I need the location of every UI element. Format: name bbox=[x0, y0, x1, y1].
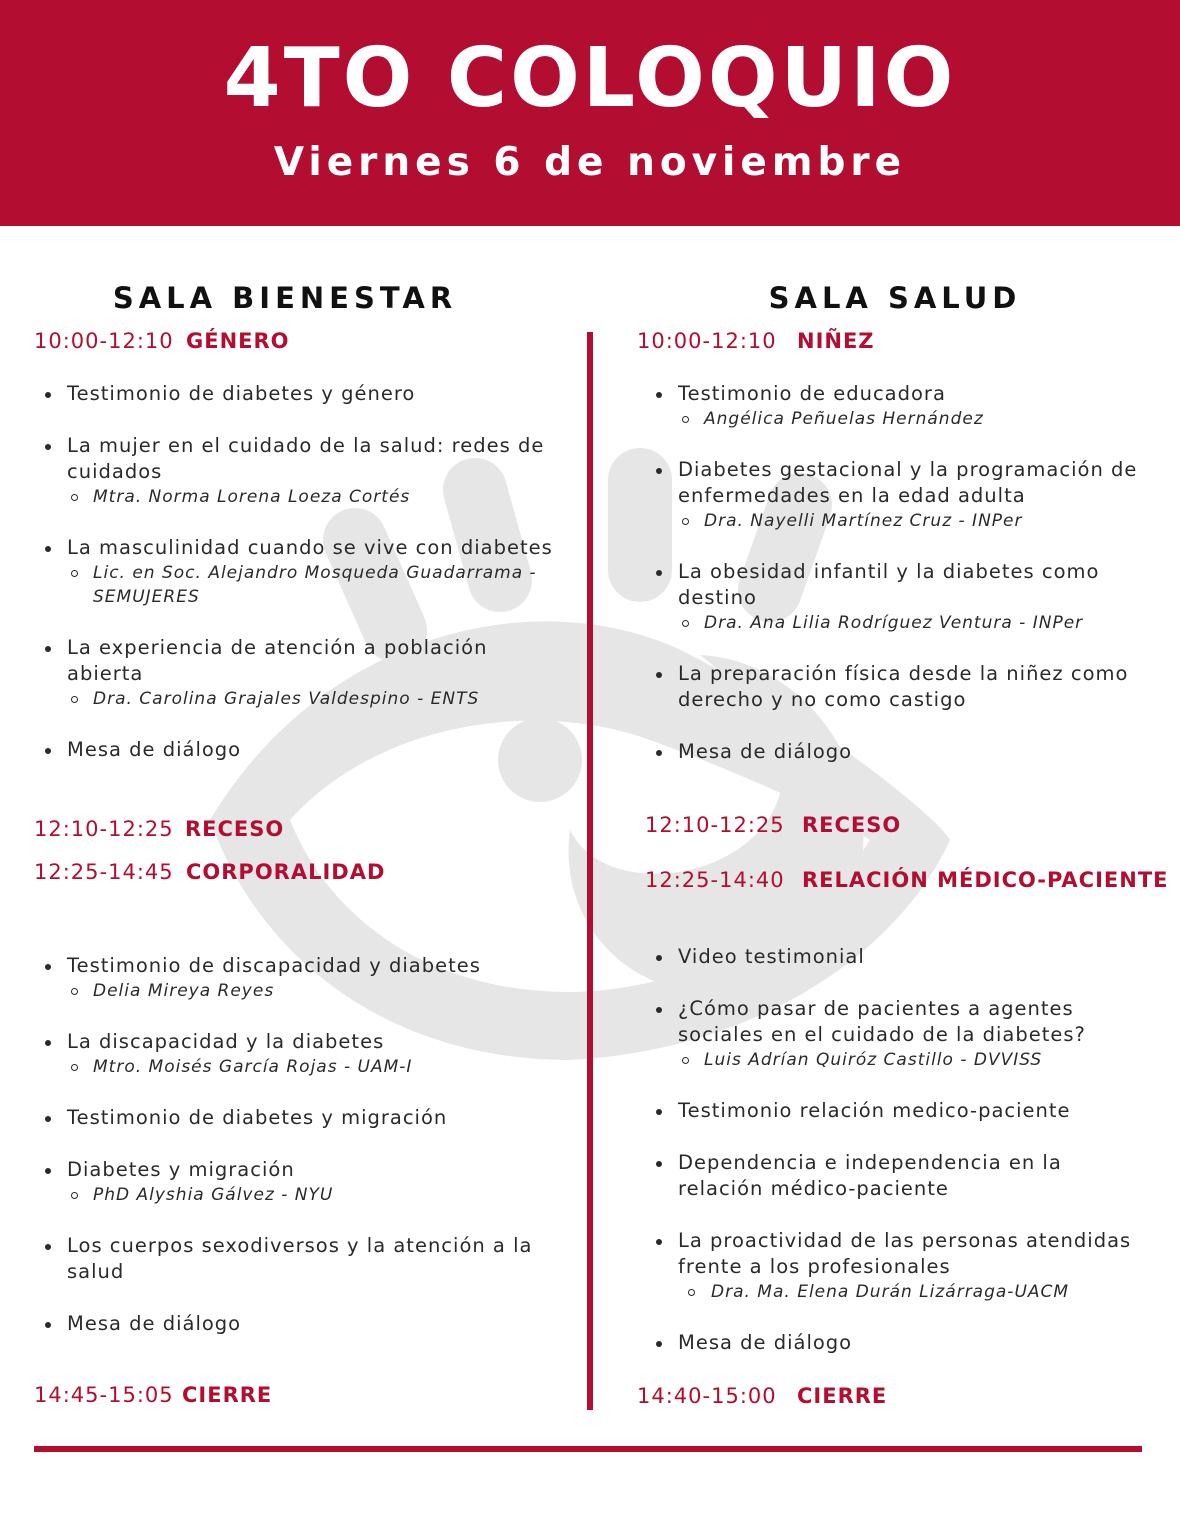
bottom-rule bbox=[34, 1446, 1142, 1452]
slot-label: CIERRE bbox=[797, 1384, 888, 1408]
list-item: La preparación física desde la niñez como derecho y no como castigo bbox=[645, 661, 1145, 713]
right-slot-receso bbox=[645, 811, 902, 839]
slot-label: RECESO bbox=[802, 813, 902, 837]
speaker: Dra. Nayelli Martínez Cruz - INPer bbox=[678, 509, 1145, 533]
speaker: Luis Adrían Quiróz Castillo - DVVISS bbox=[678, 1048, 1145, 1072]
header-banner bbox=[0, 0, 1180, 226]
speaker: Mtra. Norma Lorena Loeza Cortés bbox=[67, 485, 554, 509]
slot-label: CIERRE bbox=[182, 1383, 273, 1407]
list-item: Testimonio de educadora Angélica Peñuelas Hernández bbox=[645, 381, 1145, 431]
list-item: La obesidad infantil y la diabetes como destino Dra. Ana Lilia Rodríguez Ventura - INPer bbox=[645, 559, 1145, 635]
left-slot-corporalidad bbox=[34, 858, 386, 886]
slot-time: 12:25-14:40 bbox=[645, 868, 785, 892]
slot-label: RECESO bbox=[185, 817, 285, 841]
speaker: Lic. en Soc. Alejandro Mosqueda Guadarrama - SEMUJERES bbox=[67, 561, 554, 609]
list-item: Video testimonial bbox=[645, 944, 1145, 970]
slot-label: RELACIÓN MÉDICO-PACIENTE bbox=[802, 868, 1169, 892]
list-item: La experiencia de atención a población abierta Dra. Carolina Grajales Valdespino - ENTS bbox=[34, 635, 554, 711]
list-item: La proactividad de las personas atendidas frente a los profesionales Dra. Ma. Elena Durán Lizárraga-UACM bbox=[645, 1228, 1145, 1304]
slot-time: 10:00-12:10 bbox=[34, 329, 174, 353]
list-item: La discapacidad y la diabetes Mtro. Moisés García Rojas - UAM-I bbox=[34, 1029, 554, 1079]
speaker: Delia Mireya Reyes bbox=[67, 979, 554, 1003]
speaker: Dra. Ma. Elena Durán Lizárraga-UACM bbox=[678, 1280, 1145, 1304]
list-item: Mesa de diálogo bbox=[645, 739, 1145, 765]
slot-label: GÉNERO bbox=[186, 329, 290, 353]
left-slot-cierre bbox=[34, 1381, 273, 1409]
event-title: 4TO COLOQUIO bbox=[223, 31, 957, 126]
list-item: ¿Cómo pasar de pacientes a agentes sociales en el cuidado de la diabetes? Luis Adrían Quiróz Castillo - DVVISS bbox=[645, 996, 1145, 1072]
slot-label: CORPORALIDAD bbox=[186, 860, 386, 884]
list-item: Mesa de diálogo bbox=[645, 1330, 1145, 1356]
list-item: La mujer en el cuidado de la salud: redes de cuidados Mtra. Norma Lorena Loeza Cortés bbox=[34, 433, 554, 509]
sala-salud-title: SALA SALUD bbox=[768, 281, 1022, 315]
sala-bienestar-title: SALA BIENESTAR bbox=[112, 281, 458, 315]
column-divider bbox=[587, 332, 593, 1410]
list-item: Diabetes gestacional y la programación de enfermedades en la edad adulta Dra. Nayelli Martínez Cruz - INPer bbox=[645, 457, 1145, 533]
right-slot-ninez bbox=[637, 327, 875, 355]
speaker: PhD Alyshia Gálvez - NYU bbox=[67, 1183, 554, 1207]
slot-time: 12:10-12:25 bbox=[34, 817, 174, 841]
speaker: Dra. Ana Lilia Rodríguez Ventura - INPer bbox=[678, 611, 1145, 635]
slot-time: 12:25-14:45 bbox=[34, 860, 174, 884]
right-list-relacion bbox=[645, 944, 1145, 1382]
list-item: Testimonio de diabetes y migración bbox=[34, 1105, 554, 1131]
speaker: Angélica Peñuelas Hernández bbox=[678, 407, 1145, 431]
list-item: Dependencia e independencia en la relación médico-paciente bbox=[645, 1150, 1145, 1202]
list-item: Diabetes y migración PhD Alyshia Gálvez - NYU bbox=[34, 1157, 554, 1207]
list-item: Testimonio de diabetes y género bbox=[34, 381, 554, 407]
list-item: Mesa de diálogo bbox=[34, 737, 554, 763]
list-item: Mesa de diálogo bbox=[34, 1311, 554, 1337]
speaker: Dra. Carolina Grajales Valdespino - ENTS bbox=[67, 687, 554, 711]
right-slot-cierre bbox=[637, 1382, 888, 1410]
list-item: Testimonio de discapacidad y diabetes Delia Mireya Reyes bbox=[34, 953, 554, 1003]
right-slot-relacion bbox=[645, 866, 1169, 894]
left-list-genero bbox=[34, 381, 554, 789]
slot-label: NIÑEZ bbox=[797, 329, 875, 353]
list-item: Los cuerpos sexodiversos y la atención a la salud bbox=[34, 1233, 554, 1285]
speaker: Mtro. Moisés García Rojas - UAM-I bbox=[67, 1055, 554, 1079]
slot-time: 14:45-15:05 bbox=[34, 1383, 174, 1407]
slot-time: 12:10-12:25 bbox=[645, 813, 785, 837]
list-item: La masculinidad cuando se vive con diabetes Lic. en Soc. Alejandro Mosqueda Guadarrama - SEMUJERES bbox=[34, 535, 554, 609]
event-date: Viernes 6 de noviembre bbox=[273, 140, 907, 185]
list-item: Testimonio relación medico-paciente bbox=[645, 1098, 1145, 1124]
slot-time: 10:00-12:10 bbox=[637, 329, 777, 353]
left-slot-receso bbox=[34, 815, 285, 843]
right-list-ninez bbox=[645, 381, 1145, 791]
slot-time: 14:40-15:00 bbox=[637, 1384, 777, 1408]
left-list-corporalidad bbox=[34, 953, 554, 1363]
left-slot-genero bbox=[34, 327, 290, 355]
